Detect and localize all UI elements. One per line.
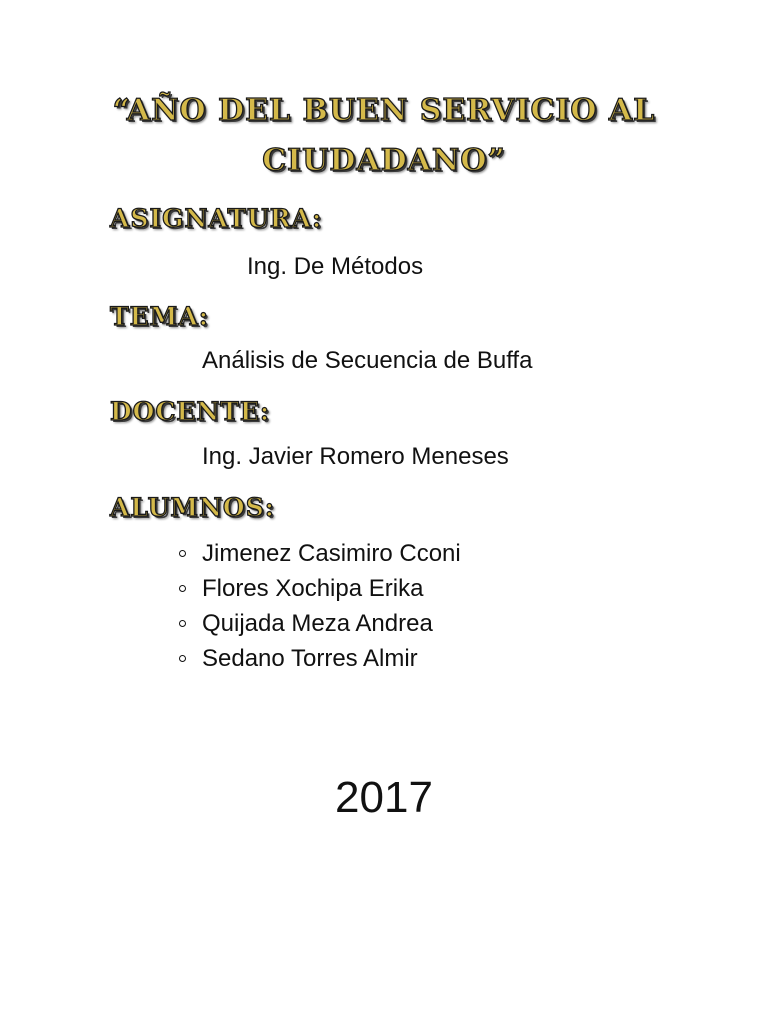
- docente-value: Ing. Javier Romero Meneses: [202, 443, 509, 470]
- page-title-line-1: “AÑO DEL BUEN SERVICIO AL: [112, 93, 656, 128]
- list-item: [176, 577, 461, 612]
- list-item: [176, 647, 461, 682]
- bullet-icon: [179, 620, 186, 627]
- tema-label: TEMA:: [110, 302, 209, 331]
- student-name: Jimenez Casimiro Cconi: [202, 540, 461, 567]
- bullet-icon: [179, 550, 186, 557]
- alumnos-label: ALUMNOS:: [110, 493, 275, 522]
- student-list: [176, 542, 461, 682]
- asignatura-value: Ing. De Métodos: [247, 253, 424, 280]
- page-title-line-2: CIUDADANO”: [262, 143, 506, 178]
- list-item: [176, 542, 461, 577]
- list-item: [176, 612, 461, 647]
- year: 2017: [335, 773, 433, 822]
- student-name: Flores Xochipa Erika: [202, 575, 424, 602]
- asignatura-label: ASIGNATURA:: [110, 204, 323, 233]
- bullet-icon: [179, 655, 186, 662]
- docente-label: DOCENTE:: [110, 397, 271, 426]
- student-name: Sedano Torres Almir: [202, 645, 418, 672]
- bullet-icon: [179, 585, 186, 592]
- tema-value: Análisis de Secuencia de Buffa: [202, 347, 533, 374]
- student-name: Quijada Meza Andrea: [202, 610, 433, 637]
